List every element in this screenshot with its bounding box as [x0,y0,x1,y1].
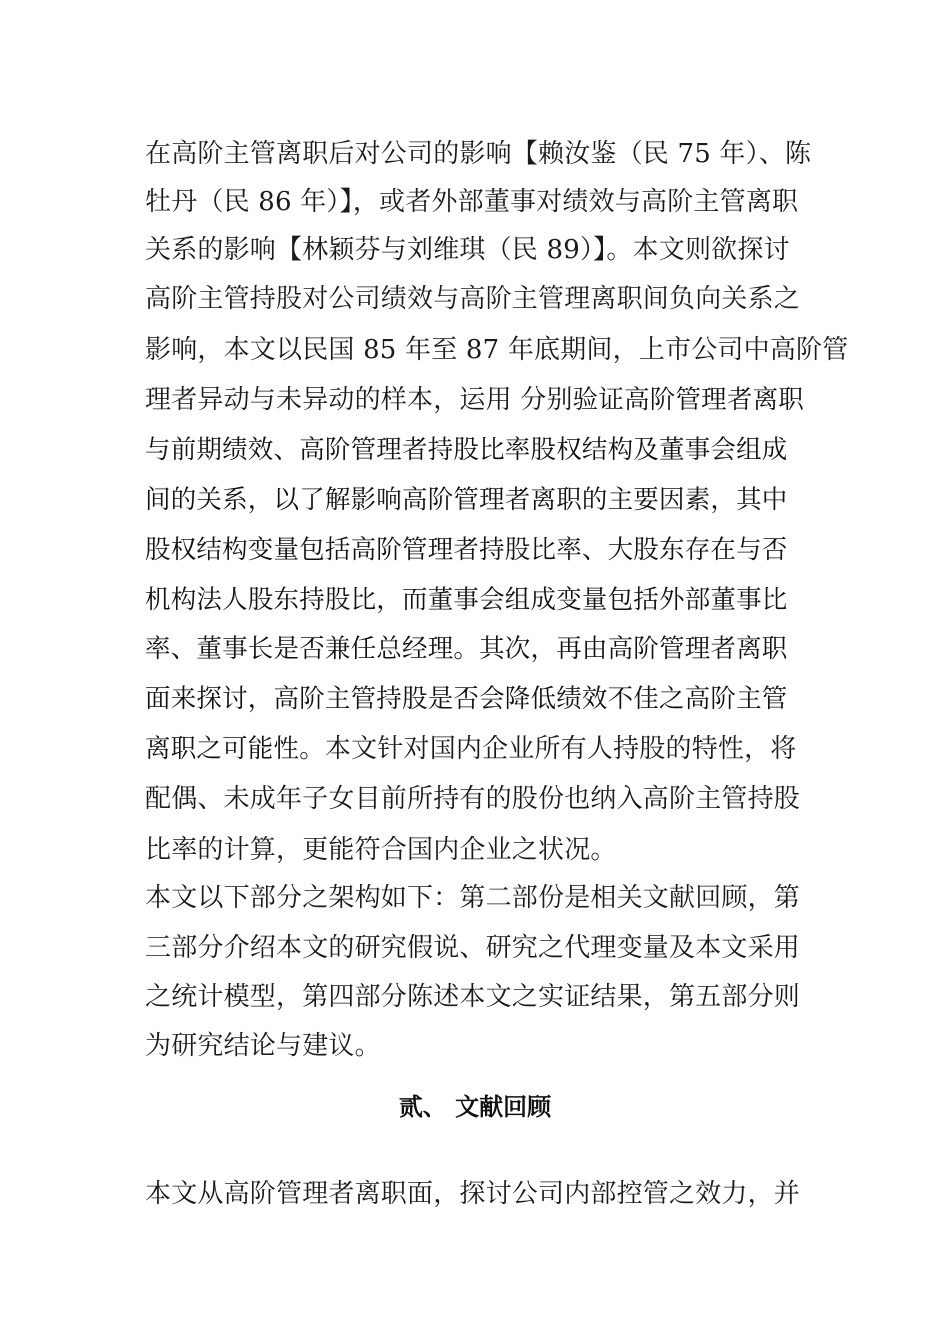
text-line: 影响，本文以民国 85 年至 87 年底期间，上市公司中高阶管 [145,335,849,365]
text-line: 在高阶主管离职后对公司的影响【赖汝鉴（民 75 年）、陈 [145,139,812,169]
emphasized-line: 股权结构变量包括高阶管理者持股比率、大股东存在与否 [145,535,788,565]
emphasized-line: 率、董事长是否兼任总经理。其次，再由高阶管理者离职 [145,634,788,664]
emphasized-text: 验证高阶管理者离职 [572,385,804,415]
text-line-mixed [145,383,804,417]
text-line: 高阶主管持股对公司绩效与高阶主管理离职间负向关系之 [145,284,801,314]
text-line: 之统计模型，第四部分陈述本文之实证结果，第五部分则 [145,982,801,1012]
emphasized-text: 离职之可能性。 [145,734,325,764]
emphasized-line: 机构法人股东持股比，而董事会组成变量包括外部董事比 [145,585,788,615]
text-line: 比率的计算，更能符合国内企业之状况。 [145,835,617,865]
emphasized-line: 间的关系，以了解影响高阶管理者离职的主要因素，其中 [145,485,788,515]
text-line: 配偶、未成年子女目前所持有的股份也纳入高阶主管持股 [145,784,801,814]
text-line-mixed [145,732,797,766]
section-heading: 贰、 文献回顾 [398,1093,552,1121]
emphasized-line: 与前期绩效、高阶管理者持股比率股权结构及董事会组成 [145,435,788,465]
text-segment: 理者异动与未异动的样本，运用 分别 [145,385,573,415]
text-line: 本文以下部分之架构如下：第二部份是相关文献回顾，第 [145,883,801,913]
text-segment: 本文针对国内企业所有人持股的特性，将 [324,734,797,764]
text-line: 关系的影响【林颖芬与刘维琪（民 89）】。本文则欲探讨 [145,235,790,265]
text-line: 为研究结论与建议。 [145,1031,381,1061]
text-line: 牡丹（民 86 年）】，或者外部董事对绩效与高阶主管离职 [145,187,799,217]
emphasized-line: 面来探讨，高阶主管持股是否会降低绩效不佳之高阶主管 [145,684,788,714]
text-line: 三部分介绍本文的研究假说、研究之代理变量及本文采用 [145,933,801,963]
text-line: 本文从高阶管理者离职面，探讨公司内部控管之效力，并 [145,1179,801,1209]
